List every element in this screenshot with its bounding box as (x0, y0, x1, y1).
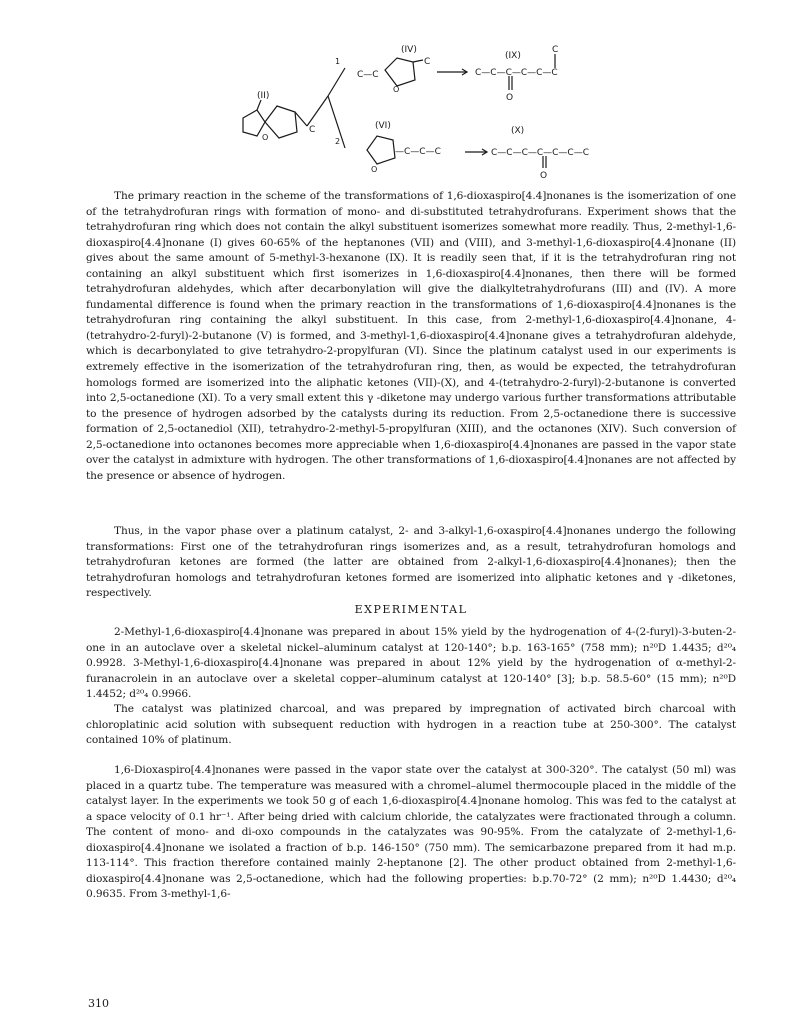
label-iv: (IV) (401, 45, 417, 55)
label-ii: (II) (257, 91, 270, 101)
section-heading: EXPERIMENTAL (354, 603, 468, 616)
carbon-label: C (552, 45, 559, 55)
oxygen-label: O (393, 85, 400, 94)
paragraph-catalyst: The catalyst was platinized charcoal, and was prepared by impregnation of activated birch charcoal with chloroplatinic acid solution with subsequent reduction with hydrogen in a reaction tube at 250-300°. The catalyst contained 10% of platinum. (86, 703, 736, 747)
oxygen-label: O (540, 171, 548, 180)
oxygen-label: O (262, 133, 269, 142)
paragraph-procedure: 1,6-Dioxaspiro[4.4]nonanes were passed in the vapor state over the catalyst at 300-320°. The catalyst (50 ml) was placed in a quartz tube. The temperature was measured with a chromel–alumel thermocouple placed in the middle of the catalyst layer. In the experiments we took 50 g of each 1,6-dioxaspiro[4.4]nonane homolog. This was fed to the catalyst at a space velocity of 0.1 hr⁻¹. After being dried with calcium chloride, the catalyzates were fractionated through a column. The content of mono- and di-oxo compounds in the catalyzates was 90-95%. From the catalyzate of 2-methyl-1,6-dioxaspiro[4.4]nonane we isolated a fraction of b.p. 146-150° (750 mm). The semicarbazone prepared from it had m.p. 113-114°. This fraction therefore contained mainly 2-heptanone [2]. The other product obtained from 2-methyl-1,6-dioxaspiro[4.4]nonane was 2,5-octanedione, which had the following properties: b.p.70-72° (2 mm); n²⁰D 1.4430; d²⁰₄ 0.9635. From 3-methyl-1,6- (86, 764, 736, 901)
label-ix: (IX) (505, 51, 521, 61)
thf-ring-vi (367, 136, 395, 164)
chain-ix: C—C—C—C—C—C (475, 68, 558, 78)
thf-ring-iv (385, 58, 415, 86)
oxygen-label: O (371, 165, 378, 174)
oxygen-label: O (506, 93, 514, 103)
side-chain-vi: —C—C—C (395, 147, 441, 157)
chain-x: C—C—C—C—C—C—C (491, 148, 589, 158)
label-x: (X) (511, 126, 525, 136)
paragraph-primary-reaction: The primary reaction in the scheme of the transformations of 1,6-dioxaspiro[4.4]nonanes is the isomerization of one of the tetrahydrofuran rings with formation of mono- and di-substituted tetrahydrofurans. Experiment shows that the tetrahydrofuran ring which does not contain the alkyl substituent isomerizes somewhat more readily. Thus, 2-methyl-1,6-dioxaspiro[4.4]nonane (I) gives 60-65% of the heptanones (VII) and (VIII), and 3-methyl-1,6-dioxaspiro[4.4]nonane (II) gives about the same amount of 5-methyl-3-hexanone (IX). It is readily seen that, if it is the tetrahydrofuran ring not containing an alkyl substituent which first isomerizes in 1,6-dioxaspiro[4.4]nonanes, then there will be formed tetrahydrofuran aldehydes, which after decarbonylation will give the dialkyltetrahydrofurans (III) and (IV). A more fundamental difference is found when the primary reaction in the transformations of 1,6-dioxaspiro[4.4]nonanes is the tetrahydrofuran ring containing the alkyl substituent. In this case, from 2-methyl-1,6-dioxaspiro[4.4]nonane, 4-(tetrahydro-2-furyl)-2-butanone (V) is formed, and 3-methyl-1,6-dioxaspiro[4.4]nonane gives a tetrahydrofuran aldehyde, which is decarbonylated to give tetrahydro-2-propylfuran (VI). Since the platinum catalyst used in our experiments is extremely effective in the isomerization of the tetrahydrofuran ring, then, as would be expected, the tetrahydrofuran homologs formed are isomerized into the aliphatic ketones (VII)-(X), and 4-(tetrahydro-2-furyl)-2-butanone is converted into 2,5-octanedione (XI). To a very small extent this γ -diketone may undergo various further transformations attributable to the presence of hydrogen adsorbed by the catalysts during its reduction. From 2,5-octanedione there is successive formation of 2,5-octanediol (XII), tetrahydro-2-methyl-5-propylfuran (XIII), and the octanones (XIV). Such conversion of 2,5-octanedione into octanones becomes more appreciable when 1,6-dioxaspiro[4.4]nonanes are passed in the vapor state over the catalyst in admixture with hydrogen. The other transformations of 1,6-dioxaspiro[4.4]nonanes are not affected by the presence or absence of hydrogen. (86, 190, 736, 482)
carbon-label: C (424, 57, 431, 67)
paragraph-preparation: 2-Methyl-1,6-dioxaspiro[4.4]nonane was prepared in about 15% yield by the hydrogenation of 4-(2-furyl)-3-buten-2-one in an autoclave over a skeletal nickel–aluminum catalyst at 120-140°; b.p. 163-165° (758 mm); n²⁰D 1.4435; d²⁰₄ 0.9928. 3-Methyl-1,6-dioxaspiro[4.4]nonane was prepared in about 12% yield by the hydrogenation of α-methyl-2-furanacrolein in an autoclave over a skeletal copper–aluminum catalyst at 120-140° [3]; b.p. 58.5-60° (15 mm); n²⁰D 1.4452; d²⁰₄ 0.9966. (86, 626, 736, 701)
path-2-label: 2 (335, 137, 341, 146)
side-chain-iv: C—C (357, 70, 379, 80)
label-vi: (VI) (375, 121, 391, 131)
paragraph-summary: Thus, in the vapor phase over a platinum catalyst, 2- and 3-alkyl-1,6-oxaspiro[4.4]nonanes undergo the following transformations: First one of the tetrahydrofuran rings isomerizes and, as a result, tetrahydrofuran homologs and tetrahydrofuran ketones are formed (the latter are obtained from 2-alkyl-1,6-dioxaspiro[4.4]nonanes); then the tetrahydrofuran homologs and tetrahydrofuran ketones formed are isomerized into aliphatic ketones and γ -diketones, respectively. (86, 525, 736, 600)
page-number: 310 (88, 997, 109, 1010)
path-1-label: 1 (335, 57, 341, 66)
reaction-scheme (225, 40, 605, 180)
spiro-ring-right (265, 106, 297, 138)
carbon-label: C (309, 125, 316, 135)
